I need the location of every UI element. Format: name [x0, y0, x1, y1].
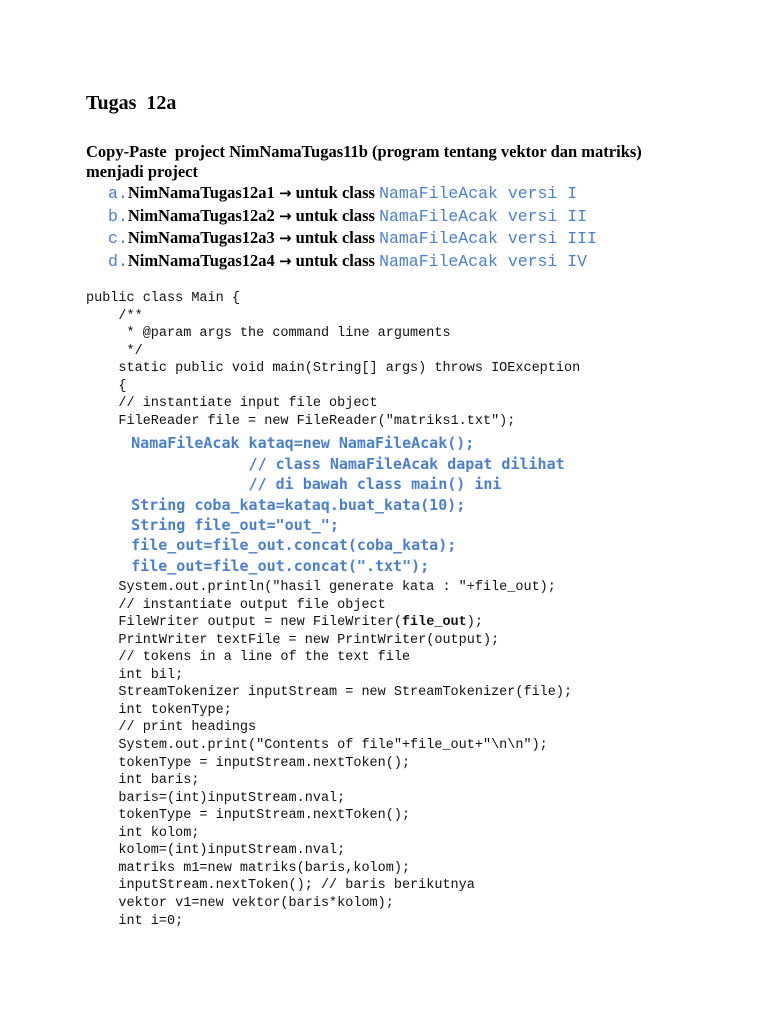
code-line: tokenType = inputStream.nextToken(); [86, 755, 411, 771]
code-line: { [86, 378, 127, 394]
class-name: NamaFileAcak versi III [379, 229, 597, 248]
list-marker: d. [108, 251, 128, 271]
code-line: public class Main { [86, 291, 240, 306]
class-name: NamaFileAcak versi IV [379, 251, 588, 271]
code-line: // print headings [86, 720, 257, 736]
task-middle-text: untuk class [295, 228, 375, 247]
intro-line-1: Copy-Paste project NimNamaTugas11b (program tentang vektor dan matriks) [86, 142, 642, 161]
task-middle-text: untuk class [295, 205, 375, 225]
code-line: int i=0; [86, 913, 184, 929]
arrow-right-icon: → [278, 206, 292, 225]
class-name: NamaFileAcak versi II [379, 206, 588, 226]
code-line: matriks m1=new matriks(baris,kolom); [86, 860, 411, 876]
intro-paragraph [86, 142, 726, 182]
task-middle-text: untuk class [295, 250, 375, 270]
code-line: baris=(int)inputStream.nval; [86, 790, 346, 806]
code-line: String coba_kata=kataq.buat_kata(10); [86, 495, 466, 514]
document-title: Tugas 12a [86, 92, 177, 114]
code-block [86, 290, 580, 930]
code-line: kolom=(int)inputStream.nval; [86, 843, 346, 859]
code-line: StreamTokenizer inputStream = new StreamTokenizer(file); [86, 685, 573, 701]
code-line: * @param args the command line arguments [86, 326, 451, 342]
code-line: int bil; [86, 667, 184, 683]
arrow-right-icon: → [278, 251, 292, 270]
class-name: NamaFileAcak versi I [379, 184, 578, 203]
code-line: System.out.println("hasil generate kata : "+file_out); [86, 580, 556, 596]
code-text: FileWriter output = new FileWriter( [86, 615, 402, 631]
code-line: // instantiate input file object [86, 396, 378, 412]
task-item [108, 205, 597, 228]
list-marker: a. [108, 184, 128, 203]
list-marker: b. [108, 206, 128, 226]
code-line: System.out.print("Contents of file"+file_out+"\n\n"); [86, 738, 548, 754]
code-line: // class NamaFileAcak dapat dilihat [86, 454, 565, 473]
code-text: ); [466, 615, 483, 631]
code-line: // instantiate output file object [86, 597, 386, 613]
arrow-right-icon: → [278, 229, 292, 247]
code-line: file_out=file_out.concat(".txt"); [86, 556, 430, 575]
project-name: NimNamaTugas12a4 [127, 250, 275, 270]
list-marker: c. [108, 229, 128, 248]
code-line: PrintWriter textFile = new PrintWriter(output); [86, 632, 500, 648]
code-line: int kolom; [86, 825, 200, 841]
code-line [86, 614, 580, 632]
code-line: static public void main(String[] args) throws IOException [86, 361, 581, 377]
code-line: int baris; [86, 773, 200, 789]
code-line: // di bawah class main() ini [86, 475, 502, 494]
code-line: inputStream.nextToken(); // baris berikutnya [86, 878, 475, 894]
code-line: // tokens in a line of the text file [86, 650, 411, 666]
code-line: FileReader file = new FileReader("matriks1.txt"); [86, 413, 516, 429]
task-item [108, 250, 597, 273]
code-bold-text: file_out [401, 615, 467, 631]
project-name: NimNamaTugas12a3 [127, 228, 275, 247]
intro-line-2: menjadi project [86, 162, 198, 181]
code-line: */ [86, 343, 143, 359]
task-item [108, 182, 597, 205]
task-list [108, 182, 597, 272]
code-line: tokenType = inputStream.nextToken(); [86, 808, 411, 824]
project-name: NimNamaTugas12a1 [127, 183, 275, 202]
code-line: /** [86, 308, 143, 324]
code-line: int tokenType; [86, 702, 232, 718]
code-line: vektor v1=new vektor(baris*kolom); [86, 895, 394, 911]
project-name: NimNamaTugas12a2 [127, 205, 275, 225]
code-line: String file_out="out_"; [86, 515, 339, 534]
code-line: file_out=file_out.concat(coba_kata); [86, 536, 457, 555]
arrow-right-icon: → [278, 184, 292, 202]
task-middle-text: untuk class [295, 183, 375, 202]
code-line: NamaFileAcak kataq=new NamaFileAcak(); [86, 434, 475, 453]
task-item [108, 227, 597, 250]
